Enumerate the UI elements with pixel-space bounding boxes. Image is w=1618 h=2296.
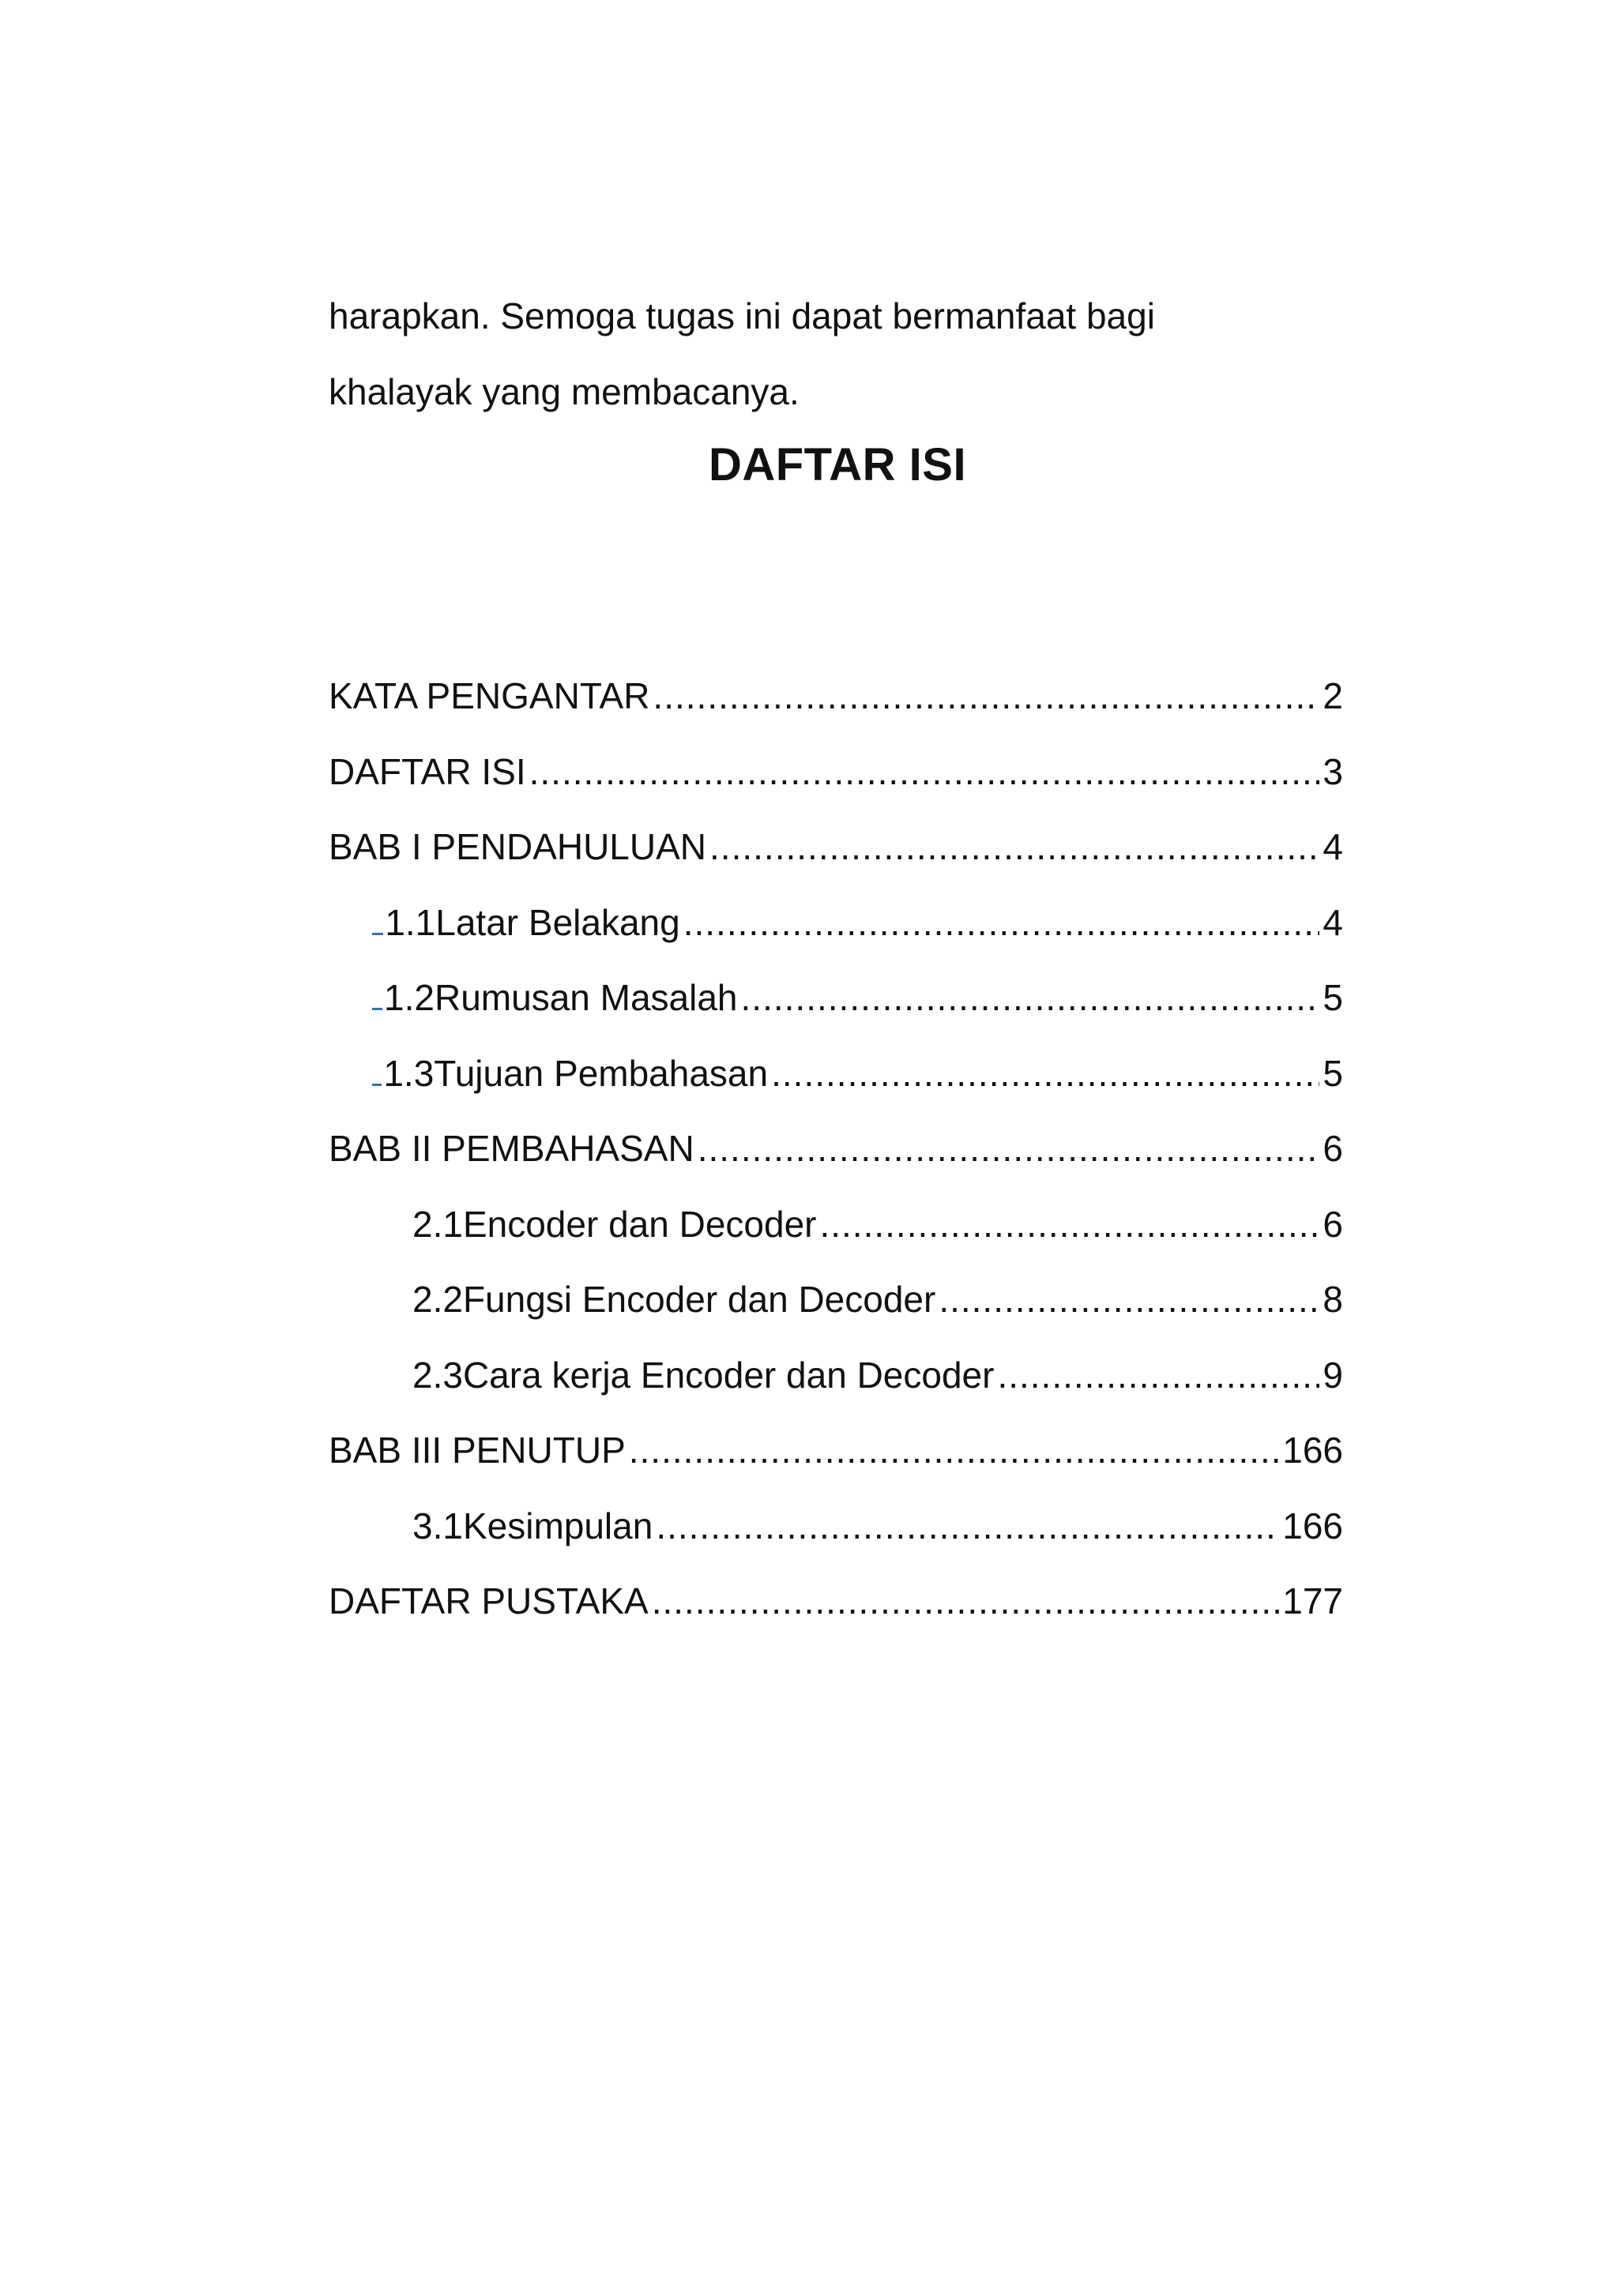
toc-entry-2-3[interactable] (329, 1338, 1343, 1414)
dot-leader (939, 1262, 1319, 1338)
toc-entry-label: Encoder dan Decoder (462, 1203, 817, 1245)
toc-entry-bab-3[interactable] (329, 1413, 1343, 1489)
toc-entry-number: 2.3 (412, 1354, 463, 1396)
dot-leader (529, 735, 1320, 810)
toc-entry-daftar-isi[interactable] (329, 735, 1343, 810)
link-underline (372, 976, 382, 1010)
toc-entry-number: 3.1 (412, 1505, 463, 1546)
dot-leader (997, 1338, 1319, 1414)
dot-leader (652, 1564, 1280, 1640)
toc-entry-page: 177 (1282, 1580, 1343, 1621)
dot-leader (629, 1413, 1280, 1489)
toc-entry-number: 2.2 (412, 1279, 463, 1320)
link-underline (372, 901, 383, 935)
toc-entry-1-3[interactable] (329, 1036, 1343, 1112)
toc-entry-page: 2 (1323, 675, 1343, 716)
toc-entry-label: Rumusan Masalah (434, 977, 738, 1018)
dot-leader (683, 885, 1320, 961)
toc-entry-number: 1.1 (385, 901, 436, 943)
toc-entry-label: Cara kerja Encoder dan Decoder (462, 1354, 995, 1396)
toc-entry-label: Fungsi Encoder dan Decoder (462, 1279, 936, 1320)
intro-line: khalayak yang membacanya. (329, 371, 800, 412)
dot-leader (741, 960, 1320, 1036)
table-of-contents (329, 659, 1343, 1640)
toc-entry-page: 8 (1323, 1279, 1343, 1320)
toc-entry-label: Latar Belakang (435, 901, 680, 943)
toc-entry-number: 1.2 (384, 977, 435, 1018)
toc-entry-2-1[interactable] (329, 1187, 1343, 1263)
toc-entry-bab-1[interactable] (329, 810, 1343, 885)
toc-entry-label: DAFTAR PUSTAKA (329, 1580, 649, 1621)
toc-entry-1-2[interactable] (329, 960, 1343, 1036)
dot-leader (819, 1187, 1319, 1263)
toc-entry-label: Tujuan Pembahasan (434, 1052, 769, 1094)
toc-entry-bab-2[interactable] (329, 1111, 1343, 1187)
toc-entry-label: DAFTAR ISI (329, 750, 526, 792)
toc-entry-page: 9 (1323, 1354, 1343, 1396)
toc-entry-page: 5 (1323, 977, 1343, 1018)
toc-entry-label: BAB III PENUTUP (329, 1430, 626, 1471)
toc-entry-label: BAB II PEMBAHASAN (329, 1128, 694, 1169)
toc-entry-page: 5 (1323, 1052, 1343, 1094)
toc-entry-page: 6 (1323, 1128, 1343, 1169)
toc-entry-page: 166 (1282, 1505, 1343, 1546)
intro-paragraph (329, 278, 1340, 430)
toc-entry-page: 166 (1282, 1430, 1343, 1471)
dot-leader (656, 1489, 1279, 1565)
dot-leader (698, 1111, 1320, 1187)
link-underline (372, 1052, 382, 1086)
toc-entry-label: KATA PENGANTAR (329, 675, 650, 716)
toc-entry-page: 6 (1323, 1203, 1343, 1245)
toc-entry-label: BAB I PENDAHULUAN (329, 826, 707, 867)
toc-entry-number: 2.1 (412, 1203, 463, 1245)
toc-entry-daftar-pustaka[interactable] (329, 1564, 1343, 1640)
toc-entry-label: Kesimpulan (462, 1505, 653, 1546)
dot-leader (653, 659, 1319, 735)
toc-heading: DAFTAR ISI (708, 439, 967, 490)
toc-entry-page: 3 (1323, 750, 1343, 792)
dot-leader (771, 1036, 1319, 1112)
toc-entry-page: 4 (1323, 826, 1343, 867)
toc-entry-1-1[interactable] (329, 885, 1343, 961)
toc-entry-kata-pengantar[interactable] (329, 659, 1343, 735)
toc-entry-number: 1.3 (383, 1052, 435, 1094)
toc-entry-3-1[interactable] (329, 1489, 1343, 1565)
dot-leader (709, 810, 1319, 885)
toc-entry-2-2[interactable] (329, 1262, 1343, 1338)
intro-line: harapkan. Semoga tugas ini dapat bermanfaat bagi (329, 295, 1155, 336)
toc-entry-page: 4 (1323, 901, 1343, 943)
